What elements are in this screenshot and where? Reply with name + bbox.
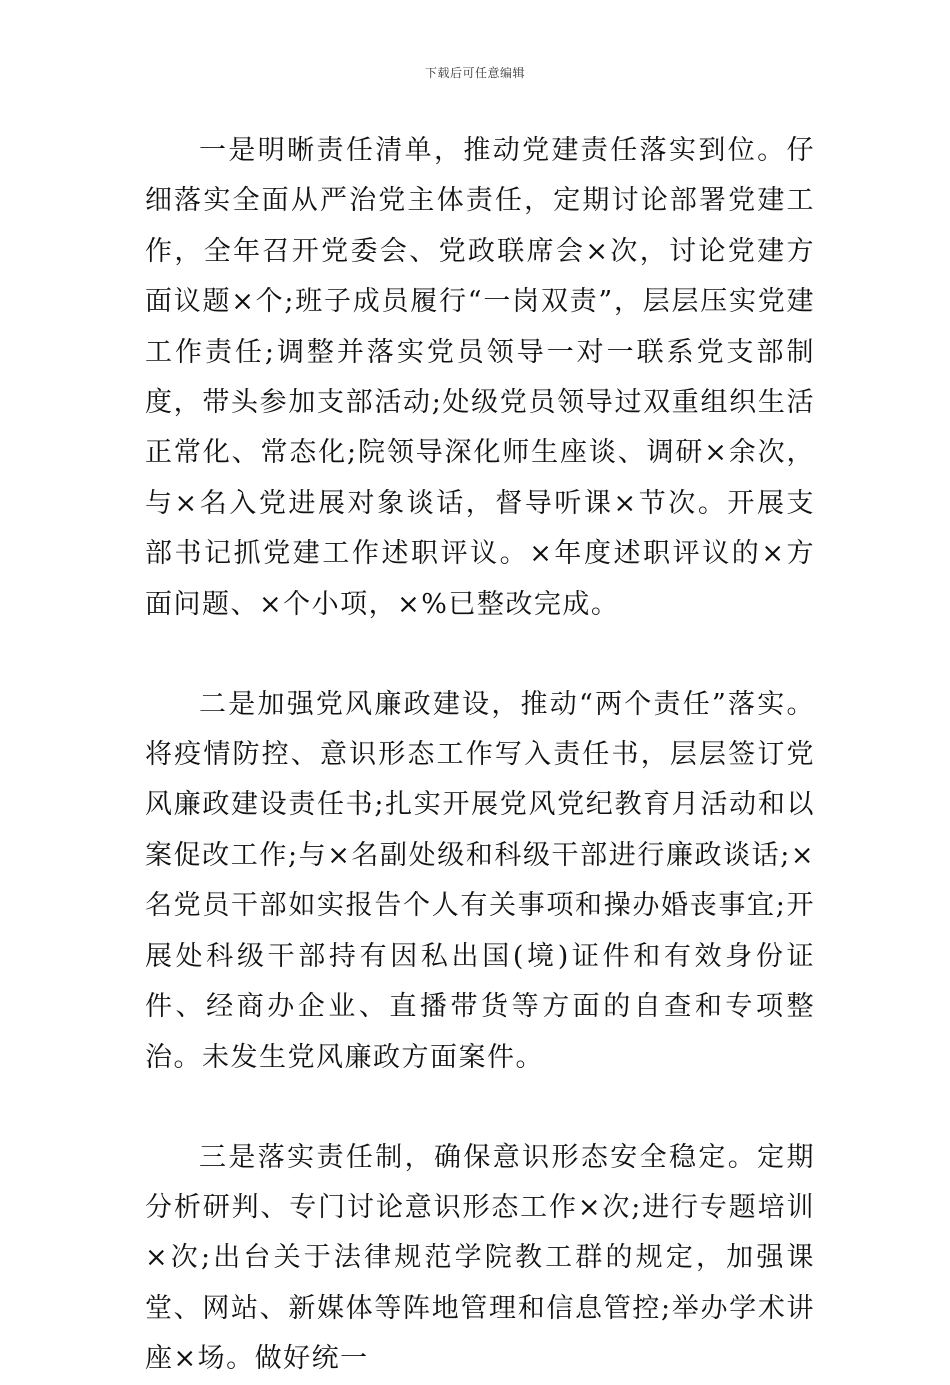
paragraph-clean-governance: 二是加强党风廉政建设，推动“两个责任”落实。将疫情防控、意识形态工作写入责任书，层层签订党风廉政建设责任书;扎实开展党风党纪教育月活动和以案促改工作;与×名副处级和科级干部进行廉政谈话;×名党员干部如实报告个人有关事项和操办婚丧事宜;开展处科级干部持有因私出国(境)证件和有效身份证件、经商办企业、直播带货等方面的自查和专项整治。未发生党风廉政方面案件。 (145, 688, 815, 1073)
paragraph-ideology-security: 三是落实责任制，确保意识形态安全稳定。定期分析研判、专门讨论意识形态工作×次;进行专题培训×次;出台关于法律规范学院教工群的规定，加强课堂、网站、新媒体等阵地管理和信息管控;举办学术讲座×场。做好统一 (145, 1141, 815, 1375)
paragraph-party-responsibility: 一是明晰责任清单，推动党建责任落实到位。仔细落实全面从严治党主体责任，定期讨论部署党建工作，全年召开党委会、党政联席会×次，讨论党建方面议题×个;班子成员履行“一岗双责”，层层压实党建工作责任;调整并落实党员领导一对一联系党支部制度，带头参加支部活动;处级党员领导过双重组织生活正常化、常态化;院领导深化师生座谈、调研×余次，与×名入党进展对象谈话，督导听课×节次。开展支部书记抓党建工作述职评议。×年度述职评议的×方面问题、×个小项，×%已整改完成。 (145, 135, 815, 620)
page-header-note: 下载后可任意编辑 (424, 66, 525, 80)
document-body (145, 126, 815, 1385)
